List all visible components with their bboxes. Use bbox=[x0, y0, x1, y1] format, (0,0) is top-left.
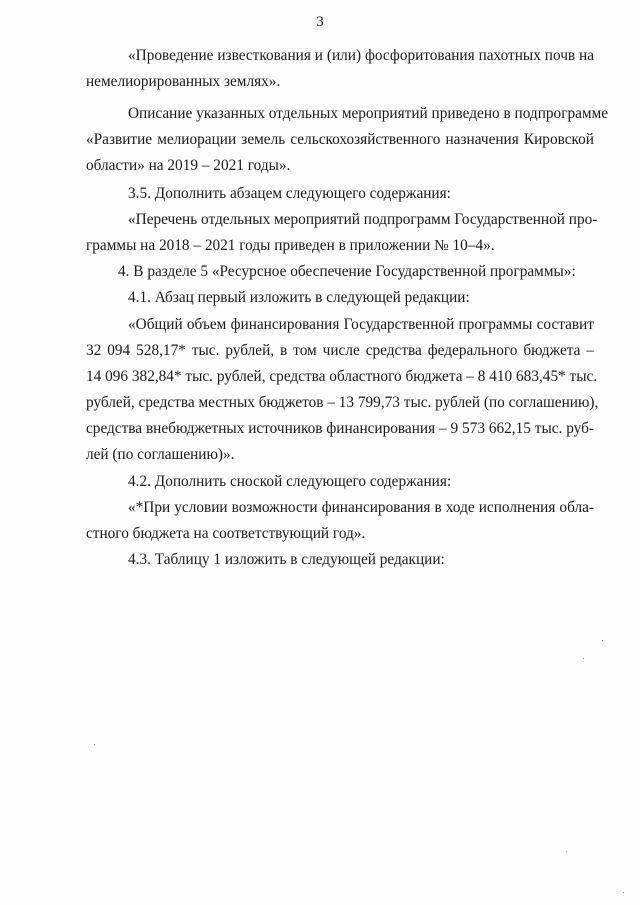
scan-speck bbox=[583, 658, 584, 659]
text-line: «Проведение известкования и (или) фосфоритования пахотных почв на bbox=[128, 47, 594, 64]
text-line: Описание указанных отдельных мероприятий приведено в подпрограмме bbox=[128, 105, 609, 122]
text-line: граммы на 2018 – 2021 годы приведен в приложении № 10–4». bbox=[86, 237, 495, 254]
text-line: 4.1. Абзац первый изложить в следующей редакции: bbox=[128, 289, 470, 306]
text-line: рублей, средства местных бюджетов – 13 799,73 тыс. рублей (по соглашению), bbox=[86, 394, 599, 411]
text-line: «Перечень отдельных мероприятий подпрограмм Государственной про- bbox=[128, 211, 598, 228]
text-line: 4.3. Таблицу 1 изложить в следующей редакции: bbox=[128, 551, 445, 568]
text-line: немелиорированных землях». bbox=[86, 73, 281, 90]
text-line: «Общий объем финансирования Государственной программы составит bbox=[128, 316, 594, 333]
scan-speck bbox=[566, 851, 567, 852]
scan-speck bbox=[602, 640, 603, 641]
text-line: области» на 2019 – 2021 годы». bbox=[86, 157, 291, 174]
text-line: 32 094 528,17* тыс. рублей, в том числе средства федерального бюджета – bbox=[86, 342, 594, 359]
text-line: «*При условии возможности финансирования в ходе исполнения обла- bbox=[128, 499, 594, 516]
page-number: 3 bbox=[316, 14, 324, 30]
text-line: средства внебюджетных источников финансирования – 9 573 662,15 тыс. руб- bbox=[86, 420, 594, 437]
text-line: 14 096 382,84* тыс. рублей, средства областного бюджета – 8 410 683,45* тыс. bbox=[86, 368, 598, 385]
text-line: стного бюджета на соответствующий год». bbox=[86, 525, 366, 542]
scan-speck bbox=[94, 744, 95, 745]
text-line: 4.2. Дополнить сноской следующего содержания: bbox=[128, 473, 452, 490]
text-line: лей (по соглашению)». bbox=[86, 446, 235, 463]
text-line: 4. В разделе 5 «Ресурсное обеспечение Государственной программы»: bbox=[118, 263, 576, 280]
text-line: «Развитие мелиорации земель сельскохозяйственного назначения Кировской bbox=[86, 131, 594, 148]
scan-speck bbox=[623, 892, 624, 893]
text-line: 3.5. Дополнить абзацем следующего содержания: bbox=[128, 185, 451, 202]
